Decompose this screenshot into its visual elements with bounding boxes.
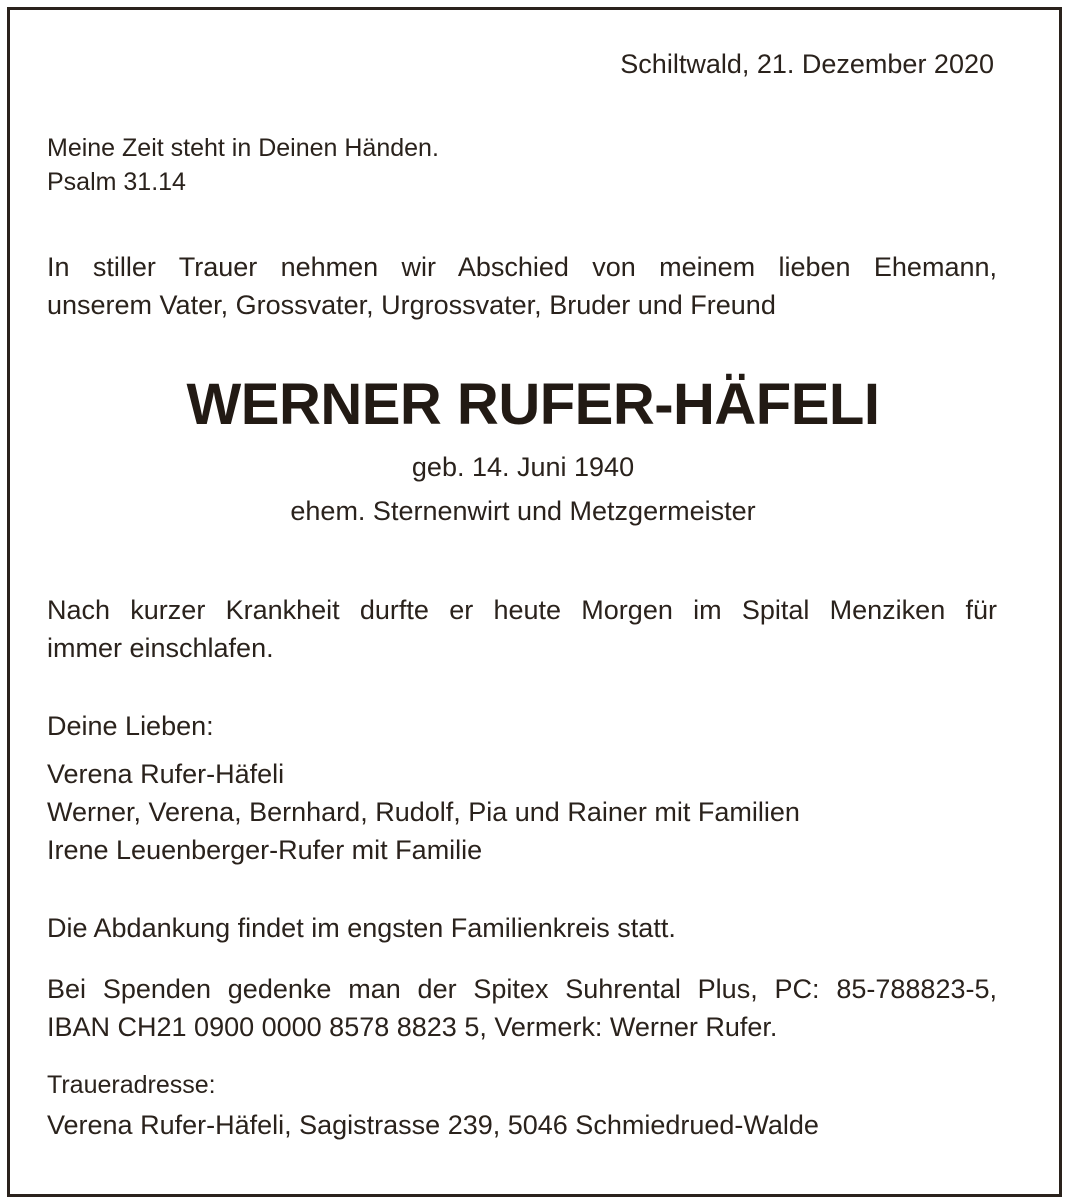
service-info: Die Abdankung findet im engsten Familienkreis statt.: [47, 913, 676, 943]
donation-line-1: Bei Spenden gedenke man der Spitex Suhrental Plus, PC: 85-788823-5,: [47, 974, 997, 1004]
address-label: Traueradresse:: [47, 1071, 216, 1099]
intro-line-2: unserem Vater, Grossvater, Urgrossvater, Bruder und Freund: [47, 290, 776, 320]
passing-line-2: immer einschlafen.: [47, 633, 274, 663]
birth-date: geb. 14. Juni 1940: [411, 452, 635, 482]
family-member: Verena Rufer-Häfeli: [47, 759, 285, 789]
family-heading: Deine Lieben:: [47, 711, 214, 741]
intro-line-1: In stiller Trauer nehmen wir Abschied von meinem lieben Ehemann,: [47, 252, 997, 282]
family-member: Irene Leuenberger-Rufer mit Familie: [47, 835, 483, 865]
mourning-address: Verena Rufer-Häfeli, Sagistrasse 239, 5046 Schmiedrued-Walde: [47, 1110, 819, 1140]
occupation: ehem. Sternenwirt und Metzgermeister: [290, 496, 756, 526]
motto-quote: Meine Zeit steht in Deinen Händen.: [47, 134, 439, 162]
deceased-name: WERNER RUFER-HÄFELI: [186, 372, 880, 437]
passing-line-1: Nach kurzer Krankheit durfte er heute Morgen im Spital Menziken für: [47, 595, 997, 625]
donation-line-2: IBAN CH21 0900 0000 8578 8823 5, Vermerk: Werner Rufer.: [47, 1012, 778, 1042]
place-date: Schiltwald, 21. Dezember 2020: [620, 49, 994, 79]
family-member: Werner, Verena, Bernhard, Rudolf, Pia und Rainer mit Familien: [47, 797, 800, 827]
motto-reference: Psalm 31.14: [47, 168, 186, 196]
